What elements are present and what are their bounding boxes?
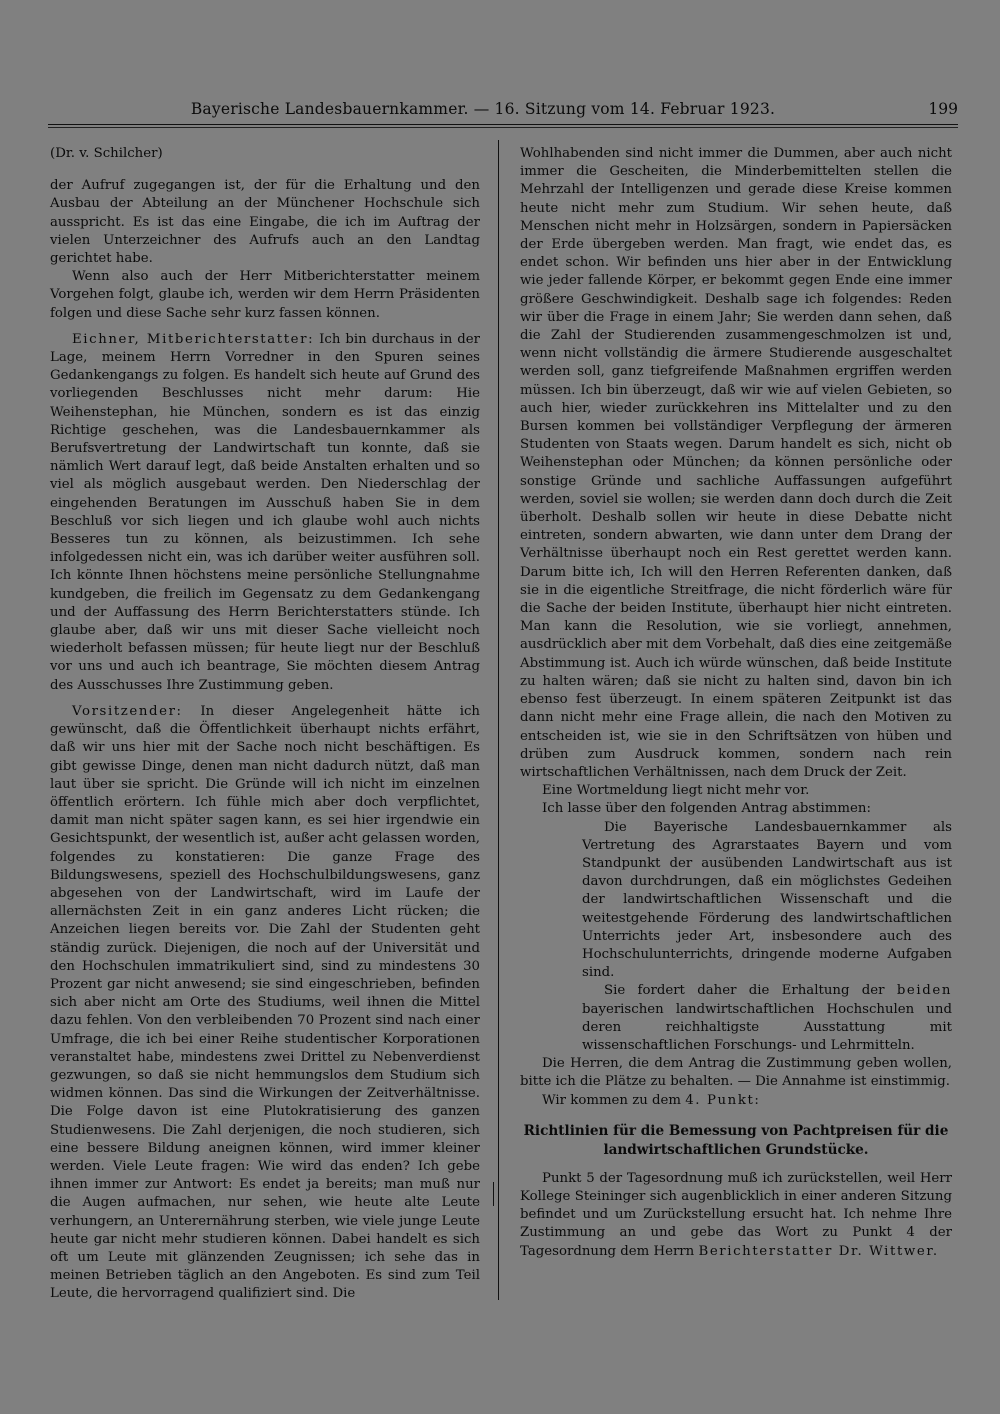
motion-text-part: Sie fordert daher die Erhaltung der [604,983,897,999]
header-rule-thin [48,127,958,128]
right-column [520,145,952,1261]
column-divider [498,140,499,1300]
motion-paragraph: Die Bayerische Landesbauernkammer als Vertretung des Agrarstaates Bayern und vom Standpunkt der ausübenden Landwirtschaft aus ist davon durchdrungen, daß ein möglichstes Gedeihen der landwirtschaftlichen Wissenschaft und die weitestgehende Förderung des landwirtschaftlichen Unterrichts jeder Art, insbesondere auch des Hochschulunterrichts, dringende moderne Aufgaben sind. [582,819,952,981]
text-part: Punkt 5 der Tagesordnung muß ich zurückstellen, weil Herr Kollege Steininger sich augenblicklich in einer anderen Sitzung befindet und um Zurückstellung ersucht hat. Ich nehme Ihre Zustimmung an und gebe das Wort zu Punkt 4 der Tagesordnung dem Herrn [520,1170,952,1259]
header-rule [48,124,958,125]
paragraph: Wenn also auch der Herr Mitberichterstatter meinem Vorgehen folgt, glaube ich, werden wir dem Herrn Präsidenten folgen und diese Sache sehr kurz fassen können. [50,269,480,321]
motion-text-part: bayerischen landwirtschaftlichen Hochschulen und deren reichhaltigste Ausstattung mit wissenschaftlichen Forschungs- und Lehrmitteln. [582,1001,952,1053]
continued-speaker-tag: (Dr. v. Schilcher) [50,146,163,161]
page-number: 199 [928,100,958,118]
speech-text: Ich bin durchaus in der Lage, meinem Herrn Vorredner in den Spuren seines Gedankengangs zu folgen. Es handelt sich heute auf Grund des vorliegenden Beschlusses nicht mehr darum: Hie Weihenstephan, hie München, sondern es ist das einzig Richtige geschehen, was die Landesbauernkammer als Berufsvertretung der Landwirtschaft tun konnte, daß sie nämlich Wert darauf legt, daß beide Anstalten erhalten und so viel als möglich ausgebaut werden. Den Niederschlag der eingehenden Beratungen im Ausschuß haben Sie in dem Beschluß vor sich liegen und ich glaube wohl auch nichts Besseres tun zu können, als beizustimmen. Ich sehe infolgedessen nicht ein, was ich darüber weiter ausführen soll. Ich könnte Ihnen höchstens meine persönliche Stellungnahme kundgeben, die freilich im Gegensatz zu dem Gedankengang und der Auffassung des Herrn Berichterstatters stünde. Ich glaube aber, daß wir uns mit dieser Sache vielleicht noch wiederholt befassen müssen; für heute liegt nur der Beschluß vor uns und auch ich beantrage, Sie möchten diesem Antrag des Ausschusses Ihre Zustimmung geben. [50,331,480,693]
speech-text: In dieser Angelegenheit hätte ich gewünscht, daß die Öffentlichkeit überhaupt nichts erfährt, daß wir uns hier mit der Sache noch nicht beschäftigen. Es gibt gewisse Dinge, denen man nicht dadurch nützt, daß man laut über sie spricht. Die Gründe will ich nicht im einzelnen öffentlich erörtern. Ich fühle mich aber doch verpflichtet, damit man nicht später sagen kann, es sei hier irgendwie ein Gesichtspunkt, der wesentlich ist, außer acht gelassen worden, folgendes zu konstatieren: Die ganze Frage des Bildungswesens, speziell des Hochschulbildungswesens, ganz abgesehen von der Landwirtschaft, wird im Laufe der allernächsten Zeit in ein ganz anderes Licht rücken; die Anzeichen liegen bereits vor. Die Zahl der Studenten geht ständig zurück. Diejenigen, die noch auf der Universität und den Hochschulen immatrikuliert sind, sind zu mindestens 30 Prozent gar nicht anwesend; sie sind eingeschrieben, befinden sich aber nicht am Orte des Studiums, weil ihnen die Mittel dazu fehlen. Von den verbleibenden 70 Prozent sind nach einer Umfrage, die ich bei einer Reihe studentischer Korporationen veranstaltet habe, mindestens zwei Drittel zu Nebenverdienst gezwungen, so daß sie nicht hemmungslos dem Studium sich widmen können. Das sind die Wirkungen der Zeitverhältnisse. Die Folge davon ist eine Plutokratisierung des ganzen Studienwesens. Die Zahl derjenigen, die noch studieren, sich eine bessere Bildung aneignen können, wird immer kleiner werden. Viele Leute fragen: Wie wird das enden? Ich gebe ihnen immer zur Antwort: Es endet ja bereits; man muß nur die Augen aufmachen, nur sehen, wie heute alte Leute verhungern, an Unterernährung sterben, wie viele junge Leute heute gar nicht mehr studieren können. Dabei handelt es sich oft um Leute mit glänzenden Zeugnissen; ich sehe das in meinen Betrieben täglich an den Angeboten. Es sind zum Teil Leute, die hervorragend qualifiziert sind. Die [50,703,480,1302]
paragraph: der Aufruf zugegangen ist, der für die Erhaltung und den Ausbau der Abteilung an der Münchener Hochschule sich ausspricht. Es ist das eine Eingabe, die ich im Auftrag der vielen Unterzeichner des Aufrufs auch an den Landtag gerichtet habe. [50,178,480,267]
speaker-name: Eichner, Mitberichterstatter: [72,331,315,347]
running-head [48,98,958,120]
motion-text [582,819,952,1056]
section-heading: Richtlinien für die Bemessung von Pachtpreisen für die landwirtschaftlichen Grundstücke. [523,1122,949,1158]
speaker-name: Vorsitzender: [72,703,183,719]
left-column [50,145,480,1304]
text-part: Wir kommen zu dem [542,1092,686,1108]
running-head-title: Bayerische Landesbauernkammer. — 16. Sitzung vom 14. Februar 1923. [190,100,776,118]
paragraph: Die Herren, die dem Antrag die Zustimmung geben wollen, bitte ich die Plätze zu behalten. — Die Annahme ist einstimmig. [520,1056,952,1090]
paragraph [50,703,480,1304]
agenda-item-label: 4. Punkt: [685,1092,761,1108]
paragraph [520,1170,952,1261]
speaker-reference: Berichterstatter Dr. Wittwer. [698,1243,939,1259]
paragraph: Eine Wortmeldung liegt nicht mehr vor. [542,783,810,799]
motion-paragraph [582,982,952,1055]
paragraph: Wohlhabenden sind nicht immer die Dummen, aber auch nicht immer die Gescheiten, die Minderbemittelten stellen die Mehrzahl der Intelligenzen und gerade diese Kreise kommen heute nicht mehr zum Studium. Wir sehen heute, daß Menschen nicht mehr in Holzsärgen, sondern in Papiersäcken der Erde übergeben werden. Man fragt, wie endet das, es endet schon. Wir befinden uns hier aber in der Entwicklung wie jeder fallende Körper, er bekommt gegen Ende eine immer größere Geschwindigkeit. Deshalb sage ich folgendes: Reden wir über die Frage in einem Jahr; Sie werden dann sehen, daß die Zahl der Studierenden zusammengeschmolzen ist und, wenn nicht vollständig die ärmere Studierende ausgeschaltet werden soll, ganz tiefgreifende Maßnahmen ergriffen werden müssen. Ich bin überzeugt, daß wir wie auf vielen Gebieten, so auch hier, wieder zurückkehren ins Mittelalter und zu den Bursen kommen bei vollständiger Verpflegung der ärmeren Studenten von Staats wegen. Darum handelt es sich, nicht ob Weihenstephan oder München; da können persönliche oder sonstige Gründe und sachliche Auffassungen aufgeführt werden, soviel sie wollen; sie werden dann doch durch die Zeit überholt. Deshalb sollen wir heute in diese Debatte nicht eintreten, sondern abwarten, wie dann unter dem Drang der Verhältnisse überhaupt noch ein Rest gerettet werden kann. Darum bitte ich, Ich will den Herren Referenten danken, daß sie in die eigentliche Streitfrage, die nicht förderlich wäre für die Sache der beiden Institute, überhaupt hier nicht eintreten. Man kann die Resolution, wie sie vorliegt, annehmen, ausdrücklich aber mit dem Vorbehalt, daß dies eine zeitgemäße Abstimmung ist. Auch ich würde wünschen, daß beide Institute zu halten wären; daß sie nicht zu halten sind, davon bin ich ebenso fest überzeugt. In einem späteren Zeitpunkt ist das dann nicht mehr eine Frage allein, die nach den Motiven zu entscheiden ist, wie sie in den Schriftsätzen von hüben und drüben zum Ausdruck kommen, sondern nach rein wirtschaftlichen Verhältnissen, nach dem Druck der Zeit. [520,146,952,780]
paragraph [50,331,480,695]
paragraph: Ich lasse über den folgenden Antrag abstimmen: [542,801,871,817]
motion-emphasis: beiden [896,983,952,999]
paragraph [520,1092,952,1110]
margin-mark [493,1182,494,1206]
